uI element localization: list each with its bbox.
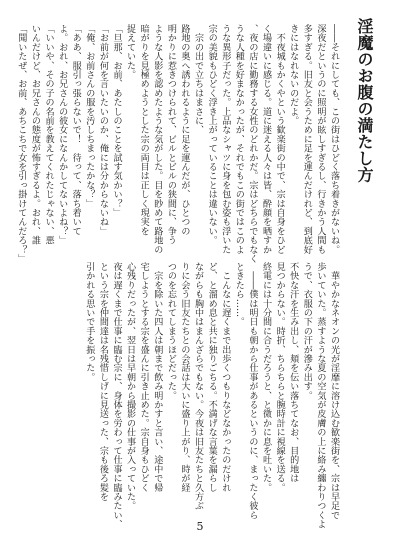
text-line: 「いいや、その子の名前を教えてくれたじゃない、悪 [43, 24, 54, 245]
page-number: 5 [196, 520, 204, 533]
text-line: ような人影を認めたような気がした。目を眇めて路地の [152, 24, 163, 254]
text-line: 不夜城もかくやという歓楽街の中で、宗は自身をひど [274, 24, 285, 254]
text-line: 宗の出で立ちはまさに、 [193, 24, 204, 135]
text-line: 多すぎる。旧友と会うために足を運んだけれど、到底好 [301, 24, 312, 254]
text-line: 「お前が何を言いたいのか、俺には分からないね」 [97, 24, 108, 236]
text-line: 暗がりを見極めようとした宗の両目は正しく現実を [138, 24, 149, 236]
text-line: 歩いていた。蒸すような夏の空気が皮膚の上に絡み纏わりつくよ [315, 262, 326, 529]
text-line: 見つからない。時折、ちらちらと腕時計に視線を送る。 [274, 262, 285, 492]
text-line: 深夜だというのに照明が眩しすぎるし、行きかう人間も [315, 24, 326, 254]
text-line: ながらも胸中はまんざらでもない。今夜は旧友たちと久方ぶ [193, 262, 204, 511]
text-line: く場違いに感じる。道に迷える人々は皆、酔顔を晒すか [261, 24, 272, 254]
text-line: りに会う旧友たちとの会話は大いに盛り上がり、時が経 [179, 262, 190, 492]
text-line: 「旦那、お前、あたしのことを試す気かい？」 [111, 24, 122, 218]
text-line: 宗の美貌もひどく浮き上がっていることは違いない。 [206, 24, 217, 245]
text-line: きにはなれないのだよ。 [288, 24, 299, 126]
text-line: こんなに遅くまで出歩くつもりなどなかったのだけれ [220, 262, 231, 492]
text-line: 明かりに惹きつけられて、ビルとビルの狭間に、争う [165, 24, 176, 245]
text-line: 心残りだったが、翌日は早朝から撮影の仕事が入っていた。 [125, 262, 136, 511]
text-line: ――それにしても、この街はひどく落ち着きがないね。 [329, 24, 339, 254]
text-line: ――僕は明日も朝から仕事があるというのに、まったく彼ら [247, 262, 258, 520]
text-line: 華やかなネオンの光が淫靡に溶け込む歓楽街を、宗は早足で [329, 262, 339, 520]
chapter-title: 淫魔のお腹の満たし方 [355, 18, 374, 183]
text-line: 宗を除いた四人は朝まで飲み明かすと言い、途中で帰 [152, 262, 163, 492]
text-line: 夜は遅くまで仕事に臨む宗に、身体を労わって仕事に臨みたい、 [111, 262, 122, 529]
text-line: ときたら……。 [233, 262, 244, 327]
text-line: 不快な汗を生み出し、頬を伝い落ちてなお、目的地は [288, 262, 299, 483]
text-line: 、夜の店に勤務する女性のどれかだ。宗はどちらでもなく [247, 24, 258, 264]
text-line: 「聞いたぜ、お前、あちこちで女を引っ掛けてんだろ？」 [16, 24, 27, 264]
text-line: ど、と溜め息と共に独りごちる。不満げな言葉を漏らし [206, 262, 217, 492]
text-line: 路地の奥へ誘われるように足を運んだが、ひとつの [179, 24, 190, 236]
upper-text-block [14, 24, 340, 264]
text-line: よ。おれ、お兄さんの彼女になんかしてないよね？」 [57, 24, 68, 245]
text-line: うで、衣服の下の汗が滲み出す。 [301, 262, 312, 400]
text-line: 終電には十分間に合うだろうと、と微かに息を吐いた。 [261, 262, 272, 492]
text-line: 「俺、お前さんの服を汚しちまったかな？」 [84, 24, 95, 208]
text-line: 「ああ、服引っ張らないで！ 待って、落ち着いて [70, 24, 81, 236]
text-line: うな異形子だった。上品なシャツに身を包む姿も浮いた [220, 24, 231, 254]
text-line: 引かれる思いで手を振った。 [84, 262, 95, 382]
text-line: という宗を仲間達は名残惜しげに見送った、宗も後ろ髪を [97, 262, 108, 502]
text-line: 捉えていた。 [125, 24, 136, 80]
text-line: いんだけど、お兄さんの態度が怖すぎるよ。おれ、誰 [29, 24, 40, 245]
lower-text-block [82, 262, 340, 529]
text-line: 宅しようとする宗を盛んに引き止めた。宗自身もひどく [138, 262, 149, 492]
text-line: つのを忘れてしまうほどだった。 [165, 262, 176, 400]
text-line: うな人種を好まなかったが、それでもこの街ではこのよ [233, 24, 244, 254]
